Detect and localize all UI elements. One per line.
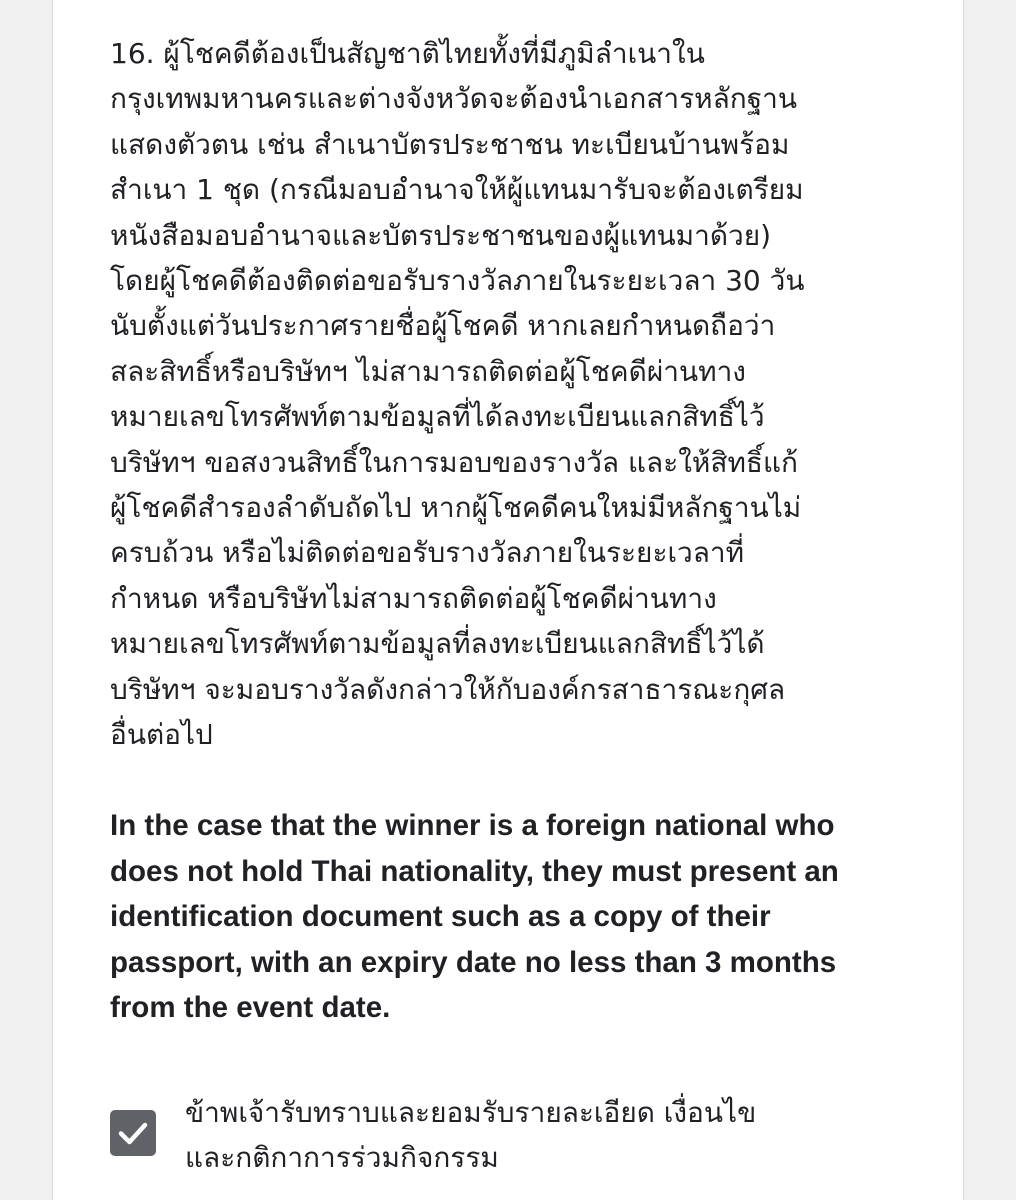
foreign-national-note: In the case that the winner is a foreign national who does not hold Thai nationality, they must present an identification document such as a copy of their passport, with an expiry date no less than 3 months from the event date. — [110, 809, 839, 1024]
consent-checkbox[interactable] — [110, 1110, 156, 1156]
form-card — [52, 0, 964, 1200]
checkmark-icon — [110, 1110, 156, 1156]
rule-16-text: 16. ผู้โชคดีต้องเป็นสัญชาติไทยทั้งที่มีภูมิลำเนาใน กรุงเทพมหานครและต่างจังหวัดจะต้องนำเอกสารหลักฐาน แสดงตัวตน เช่น สำเนาบัตรประชาชน ทะเบียนบ้านพร้อม สำเนา 1 ชุด (กรณีมอบอำนาจให้ผู้แทนมารับจะต้องเตรียม หนังสือมอบอำนาจและบัตรประชาชนของผู้แทนมาด้วย) โดยผู้โชคดีต้องติดต่อขอรับรางวัลภายในระยะเวลา 30 วัน นับตั้งแต่วันประกาศรายชื่อผู้โชคดี หากเลยกำหนดถือว่า สละสิทธิ์หรือบริษัทฯ ไม่สามารถติดต่อผู้โชคดีผ่านทาง หมายเลขโทรศัพท์ตามข้อมูลที่ได้ลงทะเบียนแลกสิทธิ์ไว้ บริษัทฯ ขอสงวนสิทธิ์ในการมอบของรางวัล และให้สิทธิ์แก้ ผู้โชคดีสำรองลำดับถัดไป หากผู้โชคดีคนใหม่มีหลักฐานไม่ ครบถ้วน หรือไม่ติดต่อขอรับรางวัลภายในระยะเวลาที่ กำหนด หรือบริษัทไม่สามารถติดต่อผู้โชคดีผ่านทาง หมายเลขโทรศัพท์ตามข้อมูลที่ลงทะเบียนแลกสิทธิ์ไว้ได้ บริษัทฯ จะมอบรางวัลดังกล่าวให้กับองค์กรสาธารณะกุศล อื่นต่อไป — [110, 37, 805, 752]
consent-label[interactable]: ข้าพเจ้ารับทราบและยอมรับรายละเอียด เงื่อนไข และกติกาการร่วมกิจกรรม — [185, 1096, 757, 1174]
